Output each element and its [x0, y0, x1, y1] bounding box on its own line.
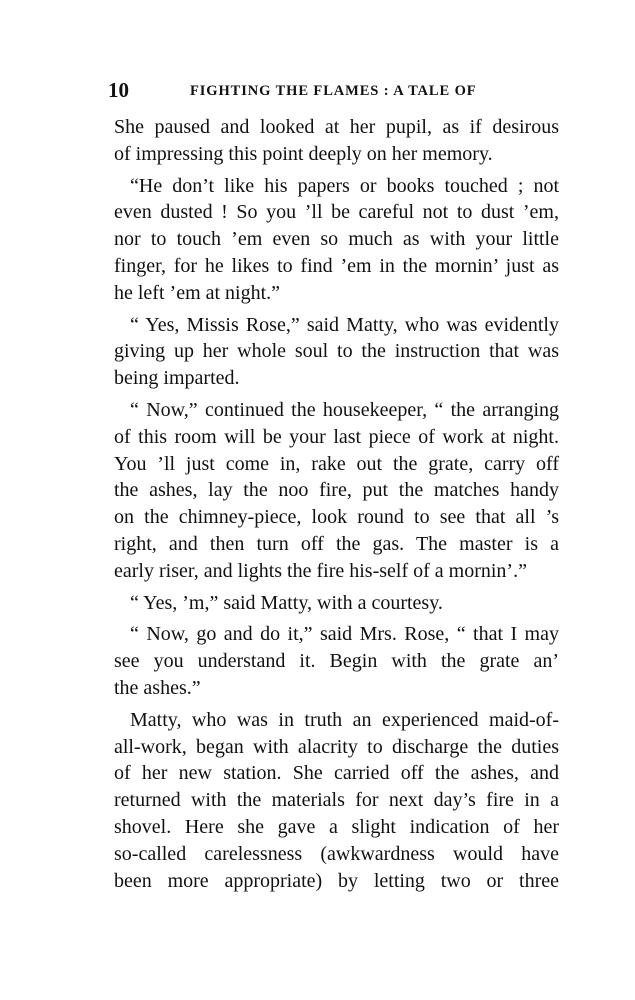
paragraph	[114, 707, 559, 895]
text-line: Matty, who was in truth an experienced maid-of-	[130, 708, 559, 731]
paragraph	[114, 312, 559, 392]
text-line: being imparted.	[114, 367, 240, 390]
text-line: the ashes.”	[114, 676, 201, 699]
text-line: of her new station. She carried off the ashes, and	[114, 762, 559, 785]
body-text	[114, 114, 559, 894]
text-line: see you understand it. Begin with the grate an’	[114, 650, 559, 673]
text-line: “ Now,” continued the housekeeper, “ the arranging	[130, 398, 559, 421]
text-line: so-called carelessness (awkwardness would have	[114, 842, 559, 865]
running-title: FIGHTING THE FLAMES : A TALE OF	[190, 83, 477, 99]
text-line: “He don’t like his papers or books touched ; not	[130, 174, 559, 197]
text-line: “ Yes, Missis Rose,” said Matty, who was evidently	[130, 313, 559, 336]
paragraph	[114, 397, 559, 585]
text-line: the ashes, lay the noo fire, put the matches handy	[114, 479, 559, 502]
text-line: nor to touch ’em even so much as with your little	[114, 228, 559, 251]
text-line: right, and then turn off the gas. The master is a	[114, 532, 559, 555]
text-line: “ Yes, ’m,” said Matty, with a courtesy.	[130, 591, 443, 614]
text-line: even dusted ! So you ’ll be careful not to dust ’em,	[114, 201, 559, 224]
text-line: She paused and looked at her pupil, as if desirous	[114, 116, 559, 138]
text-line: all-work, began with alacrity to discharge the duties	[114, 735, 559, 758]
text-line: early riser, and lights the fire his-self of a mornin’.”	[114, 559, 527, 582]
paragraph	[114, 590, 559, 617]
text-line: shovel. Here she gave a slight indication of her	[114, 815, 559, 838]
text-line: returned with the materials for next day’s fire in a	[114, 789, 559, 812]
text-line: of impressing this point deeply on her memory.	[114, 142, 493, 165]
text-line: been more appropriate) by letting two or three	[114, 869, 559, 892]
text-line: of this room will be your last piece of work at night.	[114, 425, 559, 448]
text-line: You ’ll just come in, rake out the grate, carry off	[114, 452, 559, 475]
paragraph	[114, 114, 559, 168]
paragraph	[114, 173, 559, 307]
text-line: he left ’em at night.”	[114, 281, 281, 304]
paragraph	[114, 621, 559, 701]
text-line: “ Now, go and do it,” said Mrs. Rose, “ that I may	[130, 623, 559, 646]
running-head	[108, 78, 548, 102]
text-line: on the chimney-piece, look round to see that all ’s	[114, 506, 559, 529]
text-line: finger, for he likes to find ’em in the mornin’ just as	[114, 254, 559, 277]
text-line: giving up her whole soul to the instruction that was	[114, 340, 559, 363]
page-number: 10	[108, 78, 129, 102]
